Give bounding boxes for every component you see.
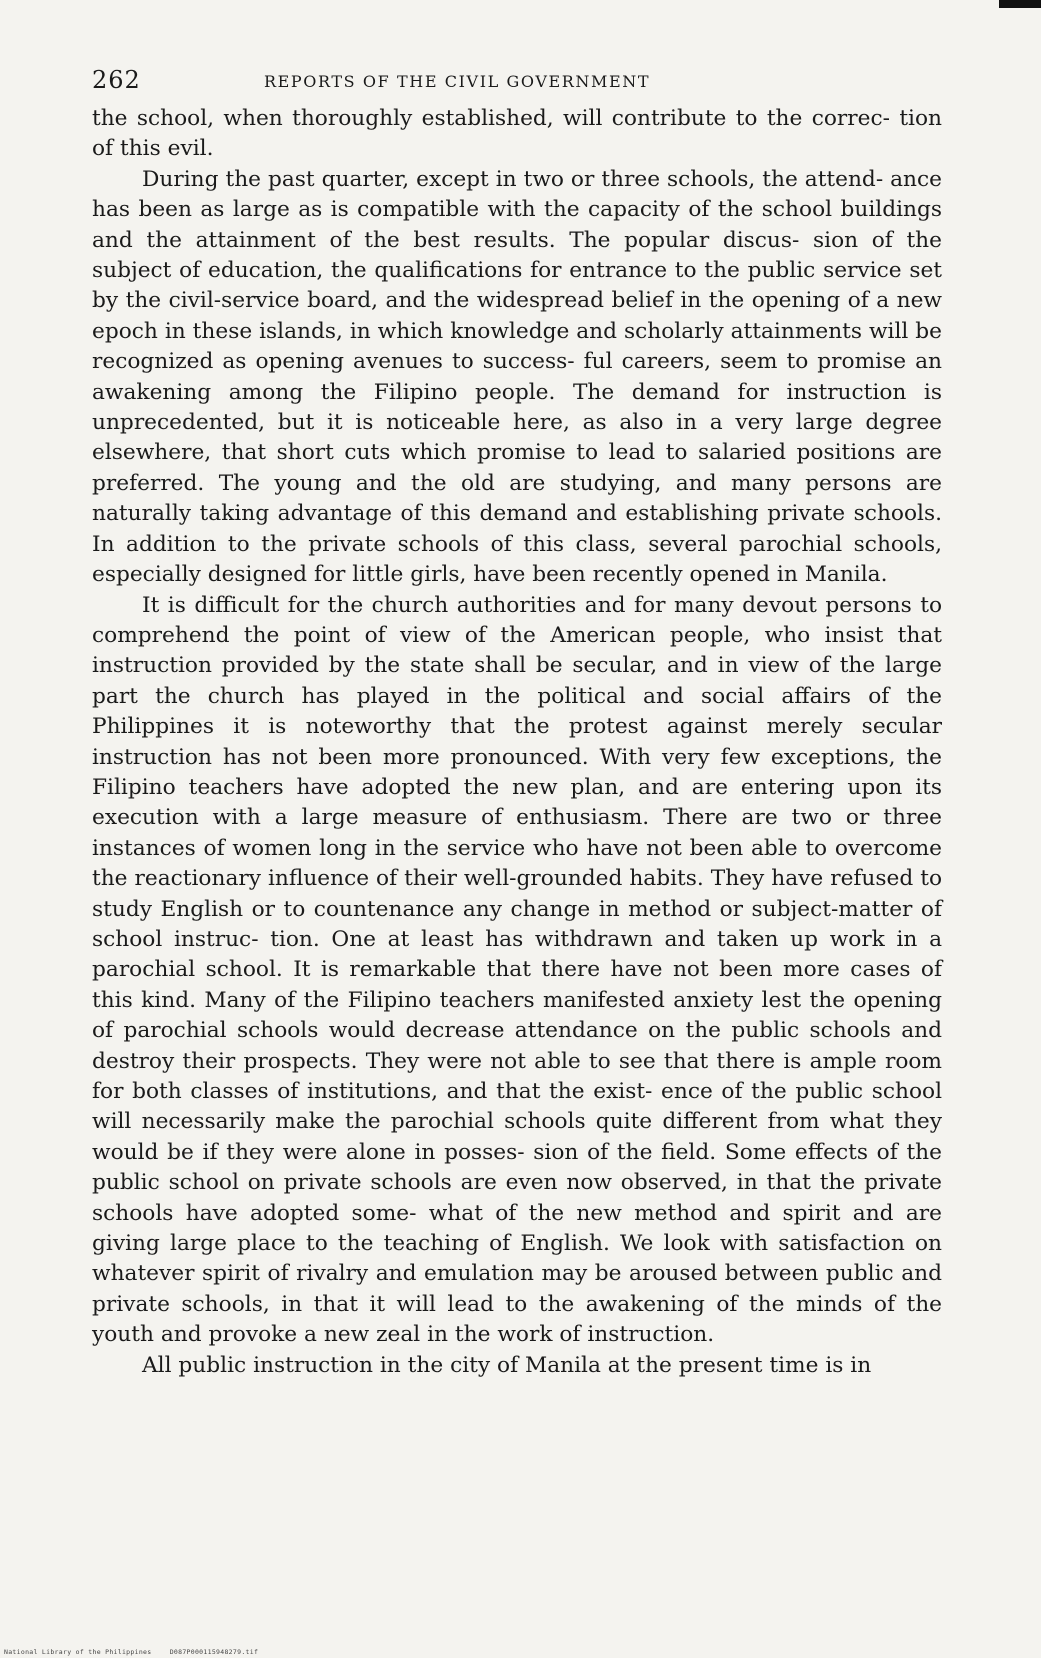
paragraph-continuation: the school, when thoroughly established, will contribute to the correc- tion of this evil.: [92, 106, 942, 162]
library-credit: National Library of the Philippines: [4, 1648, 152, 1656]
page-number: 262: [92, 66, 141, 94]
scan-footer: [4, 1648, 258, 1656]
running-head: [92, 66, 942, 100]
paragraph: During the past quarter, except in two or three schools, the attend- ance has been as large as is compatible with the capacity of the school buildings and the attainment of the best results. The popular discus- sion of the subject of education, the qualifications for entrance to the public service set by the civil-service board, and the widespread belief in the opening of a new epoch in these islands, in which knowledge and scholarly attainments will be recognized as opening avenues to success- ful careers, seem to promise an awakening among the Filipino people. The demand for instruction is unprecedented, but it is noticeable here, as also in a very large degree elsewhere, that short cuts which promise to lead to salaried positions are preferred. The young and the old are studying, and many persons are naturally taking advantage of this demand and establishing private schools. In addition to the private schools of this class, several parochial schools, especially designed for little girls, have been recently opened in Manila.: [92, 166, 942, 588]
scan-edge-mark: [999, 0, 1041, 8]
file-identifier: D087P000115948279.tif: [169, 1648, 259, 1656]
running-title: REPORTS OF THE CIVIL GOVERNMENT: [264, 72, 651, 91]
paragraph: It is difficult for the church authorities and for many devout persons to comprehend the point of view of the American people, who insist that instruction provided by the state shall be secular, and in view of the large part the church has played in the political and social affairs of the Philippines it is noteworthy that the protest against merely secular instruction has not been more pronounced. With very few exceptions, the Filipino teachers have adopted the new plan, and are entering upon its execution with a large measure of enthusiasm. There are two or three instances of women long in the service who have not been able to overcome the reactionary influence of their well-grounded habits. They have refused to study English or to countenance any change in method or subject-matter of school instruc- tion. One at least has withdrawn and taken up work in a parochial school. It is remarkable that there have not been more cases of this kind. Many of the Filipino teachers manifested anxiety lest the opening of parochial schools would decrease attendance on the public schools and destroy their prospects. They were not able to see that there is ample room for both classes of institutions, and that the exist- ence of the public school will necessarily make the parochial schools quite different from what they would be if they were alone in posses- sion of the field. Some effects of the public school on private schools are even now observed, in that the private schools have adopted some- what of the new method and spirit and are giving large place to the teaching of English. We look with satisfaction on whatever spirit of rivalry and emulation may be aroused between public and private schools, in that it will lead to the awakening of the minds of the youth and provoke a new zeal in the work of instruction.: [92, 592, 942, 1348]
paragraph: All public instruction in the city of Manila at the present time is in: [142, 1352, 872, 1378]
body-text: [92, 104, 942, 1381]
document-page: [92, 66, 942, 1381]
